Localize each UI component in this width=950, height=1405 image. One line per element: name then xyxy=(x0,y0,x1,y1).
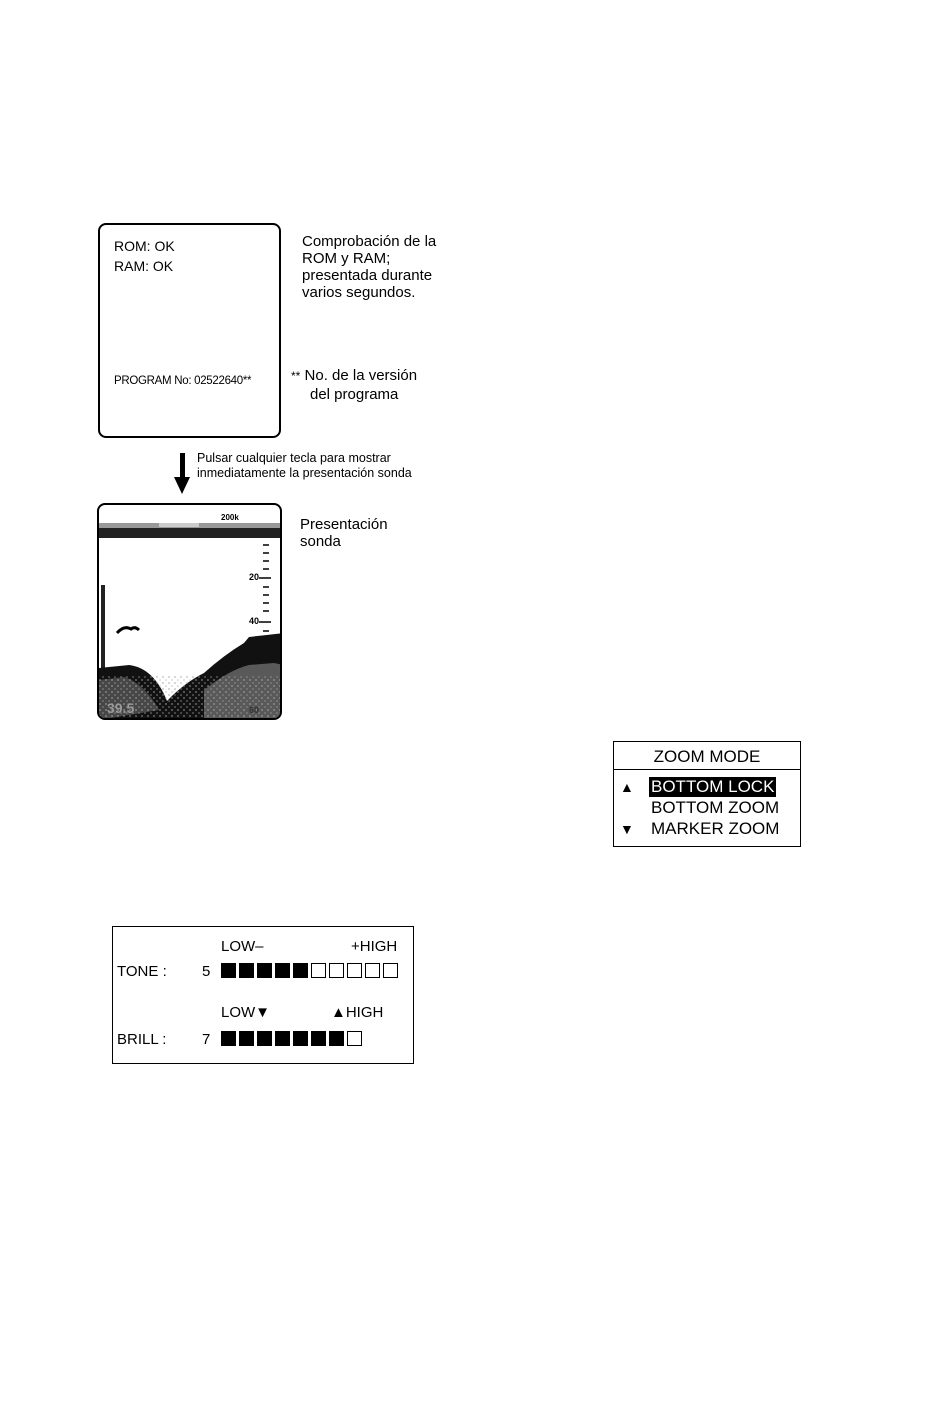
version-note-line: No. de la versión xyxy=(304,367,418,384)
brill-value: 7 xyxy=(202,1031,211,1048)
tone-segment xyxy=(347,963,362,978)
brill-low-label: LOW▼ xyxy=(221,1004,271,1021)
zoom-menu-title: ZOOM MODE xyxy=(614,742,800,770)
version-note-line: del programa xyxy=(310,386,399,403)
startup-note-line: ROM y RAM; xyxy=(302,250,391,267)
startup-screen xyxy=(98,223,281,438)
tone-segment xyxy=(311,963,326,978)
brill-level-bar[interactable] xyxy=(221,1031,362,1046)
transition-note xyxy=(197,451,412,481)
startup-note-line: varios segundos. xyxy=(302,284,416,301)
tone-segment xyxy=(275,963,290,978)
depth-readout: 39.5 xyxy=(107,700,135,716)
tone-value: 5 xyxy=(202,963,211,980)
down-arrow-head-icon xyxy=(174,477,190,494)
sounder-note xyxy=(300,516,388,550)
transition-note-line: inmediatamente la presentación sonda xyxy=(197,466,412,480)
rom-status: ROM: OK xyxy=(114,238,175,254)
brill-segment xyxy=(311,1031,326,1046)
brill-segment xyxy=(293,1031,308,1046)
tone-brill-panel xyxy=(112,926,414,1064)
brill-high-label: ▲HIGH xyxy=(331,1004,384,1021)
echogram-image xyxy=(99,505,282,720)
transition-note-line: Pulsar cualquier tecla para mostrar xyxy=(197,451,391,465)
depth-label: 40 xyxy=(249,616,260,626)
down-triangle-icon: ▼ xyxy=(620,821,634,837)
depth-label: 60 xyxy=(249,705,260,715)
startup-note xyxy=(302,233,436,301)
brill-segment xyxy=(329,1031,344,1046)
tone-high-label: +HIGH xyxy=(351,938,398,955)
sounder-screen xyxy=(97,503,282,720)
startup-note-line: Comprobación de la xyxy=(302,233,437,250)
brill-segment xyxy=(257,1031,272,1046)
tone-segment xyxy=(239,963,254,978)
zoom-mode-menu xyxy=(613,741,801,847)
brill-segment xyxy=(275,1031,290,1046)
version-note xyxy=(291,367,417,385)
tone-segment xyxy=(329,963,344,978)
down-arrow-icon xyxy=(180,453,185,479)
frequency-label: 200k xyxy=(221,513,239,522)
tone-level-bar[interactable] xyxy=(221,963,398,978)
sounder-note-line: sonda xyxy=(300,533,341,550)
brill-segment xyxy=(221,1031,236,1046)
tone-segment xyxy=(293,963,308,978)
tone-segment xyxy=(365,963,380,978)
startup-note-line: presentada durante xyxy=(302,267,433,284)
ram-status: RAM: OK xyxy=(114,258,174,274)
tone-segment xyxy=(383,963,398,978)
up-triangle-icon: ▲ xyxy=(620,779,634,795)
program-number: PROGRAM No: 02522640** xyxy=(114,375,252,387)
brill-segment xyxy=(239,1031,254,1046)
tone-segment xyxy=(257,963,272,978)
tone-low-label: LOW– xyxy=(221,938,264,955)
sounder-note-line: Presentación xyxy=(300,516,388,533)
tone-segment xyxy=(221,963,236,978)
brill-segment xyxy=(347,1031,362,1046)
version-marker: ** xyxy=(291,369,301,383)
tone-label: TONE : xyxy=(117,963,167,980)
zoom-option-bottom-zoom[interactable]: BOTTOM ZOOM xyxy=(651,798,780,817)
zoom-option-marker-zoom[interactable]: MARKER ZOOM xyxy=(651,819,780,838)
brill-label: BRILL : xyxy=(117,1031,167,1048)
zoom-option-bottom-lock[interactable]: BOTTOM LOCK xyxy=(651,777,775,796)
depth-label: 20 xyxy=(249,572,260,582)
